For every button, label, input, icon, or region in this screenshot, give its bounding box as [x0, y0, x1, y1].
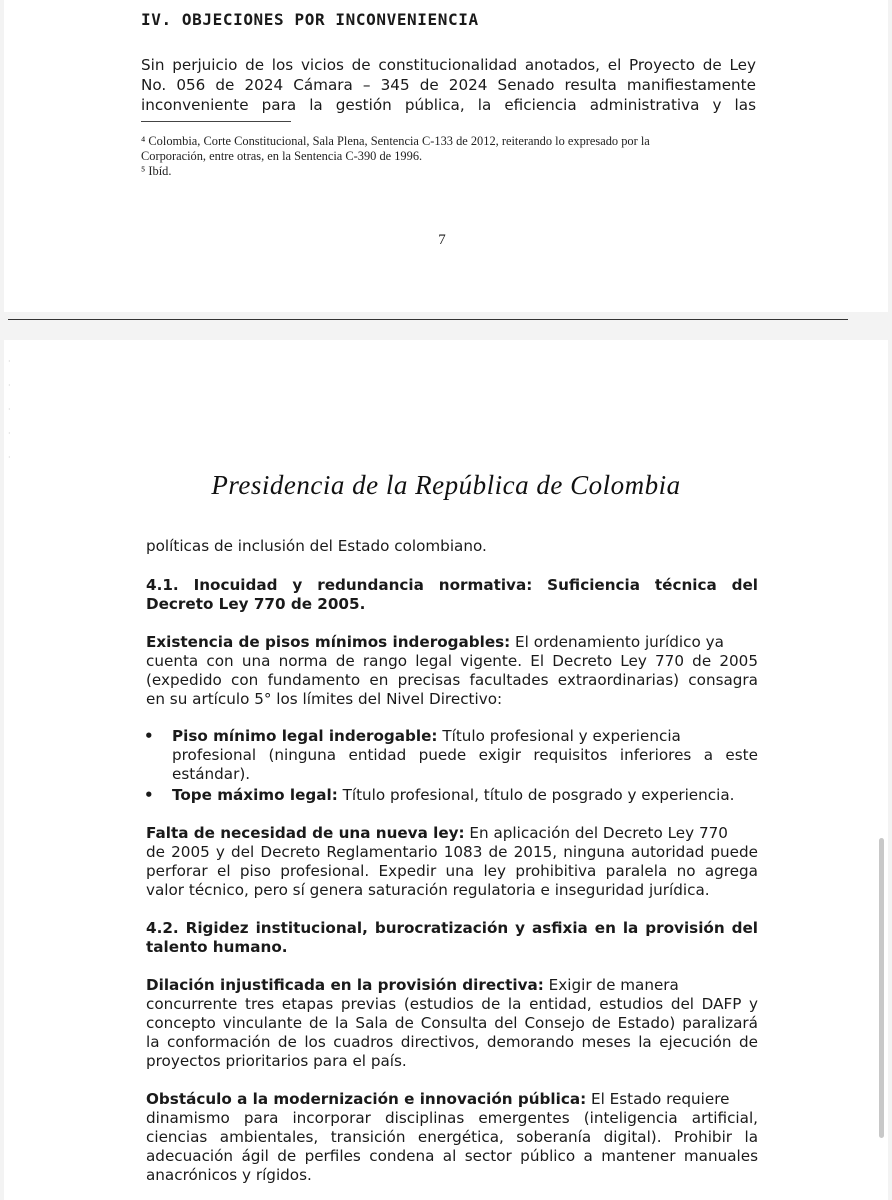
scrollbar-thumb[interactable] — [879, 838, 884, 1138]
page-divider — [8, 319, 848, 320]
paragraph-line: ciencias ambientales, transición energética, soberanía digital). Prohibir la — [146, 1128, 758, 1146]
footnote-separator — [141, 121, 291, 122]
bullet-text: Título profesional y experiencia — [437, 727, 681, 745]
paragraph-first-line — [146, 976, 758, 995]
bullet-icon: • — [144, 786, 154, 804]
paragraph-label: Existencia de pisos mínimos inderogables: — [146, 633, 511, 651]
footnote-line: ⁴ Colombia, Corte Constitucional, Sala Plena, Sentencia C-133 de 2012, reiterando lo expresado por la — [141, 134, 650, 148]
paragraph-first-line — [146, 824, 758, 843]
paragraph-line: perforar el piso profesional. Expedir una ley prohibitiva paralela no agrega — [146, 862, 758, 880]
section-heading-4-1: 4.1. Inocuidad y redundancia normativa: Suficiencia técnica del — [146, 576, 758, 594]
continuation-line: políticas de inclusión del Estado colombiano. — [146, 537, 487, 555]
paragraph-line: cuenta con una norma de rango legal vigente. El Decreto Ley 770 de 2005 — [146, 652, 758, 670]
bullet-first-line — [172, 727, 758, 746]
paragraph-label: Obstáculo a la modernización e innovación pública: — [146, 1090, 587, 1108]
paragraph-line: inconveniente para la gestión pública, la eficiencia administrativa y las — [141, 96, 756, 114]
section-heading-4-2: 4.2. Rigidez institucional, burocratización y asfixia en la provisión del — [146, 919, 758, 937]
paragraph-line: anacrónicos y rígidos. — [146, 1166, 312, 1184]
paragraph-line: proyectos prioritarios para el país. — [146, 1052, 407, 1070]
bullet-icon: • — [144, 727, 154, 745]
bullet-first-line — [172, 786, 758, 805]
bullet-text: Título profesional, título de posgrado y experiencia. — [337, 786, 735, 804]
page-number: 7 — [438, 232, 446, 248]
footnote-line: Corporación, entre otras, en la Sentencia C-390 de 1996. — [141, 149, 423, 163]
paragraph-line: Sin perjuicio de los vicios de constitucionalidad anotados, el Proyecto de Ley — [141, 56, 756, 74]
section-heading-iv: IV. OBJECIONES POR INCONVENIENCIA — [141, 10, 479, 29]
bullet-label: Piso mínimo legal inderogable: — [172, 727, 438, 745]
paragraph-text: El Estado requiere — [586, 1090, 730, 1108]
bullet-line: estándar). — [172, 765, 251, 783]
paragraph-label: Dilación injustificada en la provisión directiva: — [146, 976, 544, 994]
paragraph-line: (expedido con fundamento en precisas facultades extraordinarias) consagra — [146, 671, 758, 689]
paragraph-line: concurrente tres etapas previas (estudios de la entidad, estudios del DAFP y — [146, 995, 758, 1013]
paragraph-line: adecuación ágil de perfiles condena al sector público a mantener manuales — [146, 1147, 758, 1165]
paragraph-line: la conformación de los cuadros directivos, demorando meses la ejecución de — [146, 1033, 758, 1051]
letterhead: Presidencia de la República de Colombia — [211, 470, 681, 500]
footnote-line: ⁵ Ibíd. — [141, 164, 172, 178]
paragraph-text: El ordenamiento jurídico ya — [510, 633, 724, 651]
paragraph-line: dinamismo para incorporar disciplinas emergentes (inteligencia artificial, — [146, 1109, 758, 1127]
paragraph-label: Falta de necesidad de una nueva ley: — [146, 824, 465, 842]
paragraph-text: Exigir de manera — [543, 976, 679, 994]
section-heading-4-1: Decreto Ley 770 de 2005. — [146, 595, 366, 613]
paragraph-first-line — [146, 1090, 758, 1109]
bullet-label: Tope máximo legal: — [172, 786, 338, 804]
bullet-line: profesional (ninguna entidad puede exigir requisitos inferiores a este — [172, 746, 758, 764]
paragraph-line: en su artículo 5° los límites del Nivel Directivo: — [146, 690, 503, 708]
paragraph-line: valor técnico, pero sí genera saturación regulatoria e inseguridad jurídica. — [146, 881, 710, 899]
paragraph-line: concepto vinculante de la Sala de Consulta del Consejo de Estado) paralizará — [146, 1014, 758, 1032]
section-heading-4-2: talento humano. — [146, 938, 288, 956]
paragraph-line: No. 056 de 2024 Cámara – 345 de 2024 Senado resulta manifiestamente — [141, 76, 756, 94]
paragraph-line: de 2005 y del Decreto Reglamentario 1083 de 2015, ninguna autoridad puede — [146, 843, 758, 861]
page-edge-marks: · · · · · — [8, 357, 11, 462]
paragraph-first-line — [146, 633, 758, 652]
paragraph-text: En aplicación del Decreto Ley 770 — [464, 824, 728, 842]
